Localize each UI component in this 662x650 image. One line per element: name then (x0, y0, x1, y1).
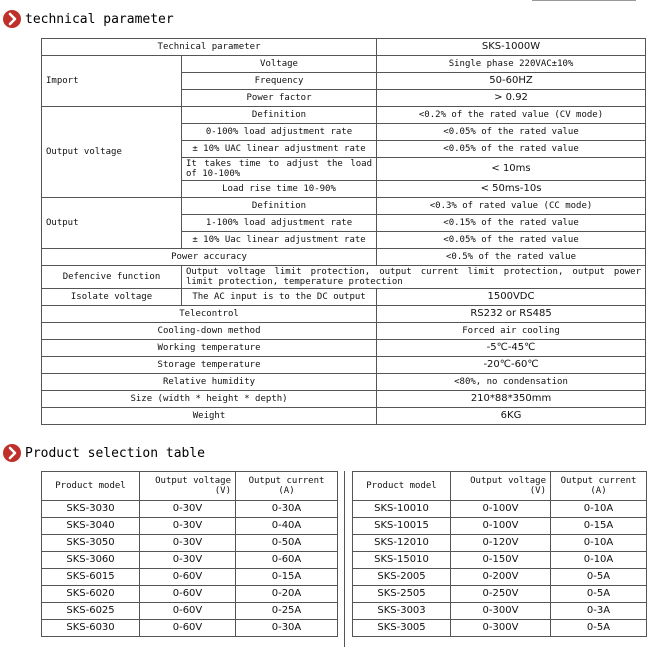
cell-model: SKS-6020 (42, 586, 140, 603)
param-value: -5℃-45℃ (377, 340, 646, 357)
cell-voltage: 0-30V (140, 552, 236, 569)
cell-voltage: 0-300V (451, 620, 551, 637)
cell-voltage: 0-100V (451, 501, 551, 518)
cell-current: 0-30A (236, 620, 338, 637)
table-row (42, 266, 646, 289)
cell-model: SKS-3005 (353, 620, 451, 637)
cell-current: 0-40A (236, 518, 338, 535)
cell-voltage: 0-300V (451, 603, 551, 620)
table-row (42, 408, 646, 425)
table-row (42, 357, 646, 374)
top-rule (532, 0, 636, 1)
cell-model: SKS-2505 (353, 586, 451, 603)
section-heading-technical (3, 10, 174, 28)
group-label-output: Output (42, 198, 182, 249)
cell-model: SKS-6015 (42, 569, 140, 586)
table-row (353, 569, 647, 586)
param-value: <0.2% of the rated value (CV mode) (377, 107, 646, 124)
cell-model: SKS-6025 (42, 603, 140, 620)
param-label: Isolate voltage (42, 289, 182, 306)
param-label: Voltage (182, 56, 377, 73)
param-value: Single phase 220VAC±10% (377, 56, 646, 73)
cell-model: SKS-3030 (42, 501, 140, 518)
cell-model: SKS-6030 (42, 620, 140, 637)
cell-voltage: 0-30V (140, 535, 236, 552)
param-label: 0-100% load adjustment rate (182, 124, 377, 141)
cell-voltage: 0-250V (451, 586, 551, 603)
param-label: Frequency (182, 73, 377, 90)
param-value: -20℃-60℃ (377, 357, 646, 374)
table-row (42, 586, 338, 603)
param-value: <0.3% of rated value (CC mode) (377, 198, 646, 215)
cell-model: SKS-2005 (353, 569, 451, 586)
cell-voltage: 0-30V (140, 518, 236, 535)
table-row (42, 340, 646, 357)
table-row (353, 603, 647, 620)
cell-voltage: 0-120V (451, 535, 551, 552)
cell-voltage: 0-100V (451, 518, 551, 535)
cell-model: SKS-3060 (42, 552, 140, 569)
column-header-model: Product model (42, 472, 140, 501)
chevron-right-icon (3, 10, 21, 28)
section-title: technical parameter (25, 11, 174, 27)
cell-current: 0-10A (551, 552, 647, 569)
cell-model: SKS-3050 (42, 535, 140, 552)
cell-current: 0-25A (236, 603, 338, 620)
param-value: <0.05% of the rated value (377, 124, 646, 141)
param-label: Definition (182, 198, 377, 215)
table-row (353, 552, 647, 569)
table-row (42, 289, 646, 306)
table-row (42, 569, 338, 586)
cell-current: 0-30A (236, 501, 338, 518)
param-label: Working temperature (42, 340, 377, 357)
cell-current: 0-15A (236, 569, 338, 586)
param-label: It takes time to adjust the load of 10-100% (182, 158, 377, 181)
technical-parameter-table (41, 38, 646, 425)
cell-current: 0-10A (551, 501, 647, 518)
table-header-row (353, 472, 647, 501)
column-header-voltage: Output voltage (V) (451, 472, 551, 501)
cell-voltage: 0-150V (451, 552, 551, 569)
table-row (42, 39, 646, 56)
table-row (42, 501, 338, 518)
param-value: 6KG (377, 408, 646, 425)
param-value: RS232 or RS485 (377, 306, 646, 323)
cell-current: 0-3A (551, 603, 647, 620)
cell-current: 0-10A (551, 535, 647, 552)
param-value: < 10ms (377, 158, 646, 181)
cell-voltage: 0-60V (140, 586, 236, 603)
param-label: Size (width * height * depth) (42, 391, 377, 408)
table-row (42, 535, 338, 552)
cell-current: 0-15A (551, 518, 647, 535)
cell-current: 0-5A (551, 569, 647, 586)
param-value: < 50ms-10s (377, 181, 646, 198)
product-selection-table-right (352, 471, 647, 637)
param-label: Relative humidity (42, 374, 377, 391)
cell-current: 0-50A (236, 535, 338, 552)
param-label: 1-100% load adjustment rate (182, 215, 377, 232)
cell-model: SKS-15010 (353, 552, 451, 569)
param-label: Power accuracy (42, 249, 377, 266)
table-row (42, 107, 646, 124)
table-divider (344, 471, 345, 647)
chevron-right-icon (3, 444, 21, 462)
cell-current: 0-5A (551, 586, 647, 603)
column-header-voltage: Output voltage (V) (140, 472, 236, 501)
param-value: <0.5% of the rated value (377, 249, 646, 266)
column-header-current: Output current (A) (551, 472, 647, 501)
param-label: ± 10% UAC linear adjustment rate (182, 141, 377, 158)
column-header-current: Output current (A) (236, 472, 338, 501)
cell-voltage: 0-60V (140, 603, 236, 620)
param-value: > 0.92 (377, 90, 646, 107)
param-value: Forced air cooling (377, 323, 646, 340)
cell-current: 0-20A (236, 586, 338, 603)
table-row (42, 620, 338, 637)
param-label: ± 10% Uac linear adjustment rate (182, 232, 377, 249)
cell-voltage: 0-200V (451, 569, 551, 586)
column-header-model: Product model (353, 472, 451, 501)
cell-model: SKS-10015 (353, 518, 451, 535)
product-selection-table-left (41, 471, 338, 637)
cell-voltage: 0-60V (140, 569, 236, 586)
param-value: <80%, no condensation (377, 374, 646, 391)
table-row (353, 535, 647, 552)
param-value: 210*88*350mm (377, 391, 646, 408)
group-label-import: Import (42, 56, 182, 107)
param-value: Output voltage limit protection, output current limit protection, output power limit protection, temperature protection (182, 266, 646, 289)
table-header-row (42, 472, 338, 501)
param-label: Defencive function (42, 266, 182, 289)
table-row (42, 249, 646, 266)
table-row (353, 620, 647, 637)
table-row (353, 586, 647, 603)
table-row (42, 374, 646, 391)
section-heading-selection (3, 444, 205, 462)
table-row (42, 323, 646, 340)
table-row (42, 391, 646, 408)
cell-voltage: 0-30V (140, 501, 236, 518)
param-value: <0.15% of the rated value (377, 215, 646, 232)
cell-model: SKS-3003 (353, 603, 451, 620)
table-row (42, 518, 338, 535)
param-value: <0.05% of the rated value (377, 232, 646, 249)
table-row (353, 518, 647, 535)
table-row (42, 306, 646, 323)
cell-model: SKS-3040 (42, 518, 140, 535)
header-value: SKS-1000W (377, 39, 646, 56)
cell-current: 0-5A (551, 620, 647, 637)
param-label: Weight (42, 408, 377, 425)
param-label: Definition (182, 107, 377, 124)
cell-model: SKS-12010 (353, 535, 451, 552)
param-value: 1500VDC (377, 289, 646, 306)
group-label-output-voltage: Output voltage (42, 107, 182, 198)
param-label: Storage temperature (42, 357, 377, 374)
section-title: Product selection table (25, 445, 206, 461)
header-label: Technical parameter (42, 39, 377, 56)
table-row (42, 56, 646, 73)
param-label: Power factor (182, 90, 377, 107)
param-label: Load rise time 10-90% (182, 181, 377, 198)
table-row (42, 603, 338, 620)
param-label: Cooling-down method (42, 323, 377, 340)
cell-model: SKS-10010 (353, 501, 451, 518)
param-value: 50-60HZ (377, 73, 646, 90)
cell-current: 0-60A (236, 552, 338, 569)
table-row (42, 198, 646, 215)
table-row (353, 501, 647, 518)
param-value: <0.05% of the rated value (377, 141, 646, 158)
param-sublabel: The AC input is to the DC output (182, 289, 377, 306)
cell-voltage: 0-60V (140, 620, 236, 637)
param-label: Telecontrol (42, 306, 377, 323)
table-row (42, 552, 338, 569)
